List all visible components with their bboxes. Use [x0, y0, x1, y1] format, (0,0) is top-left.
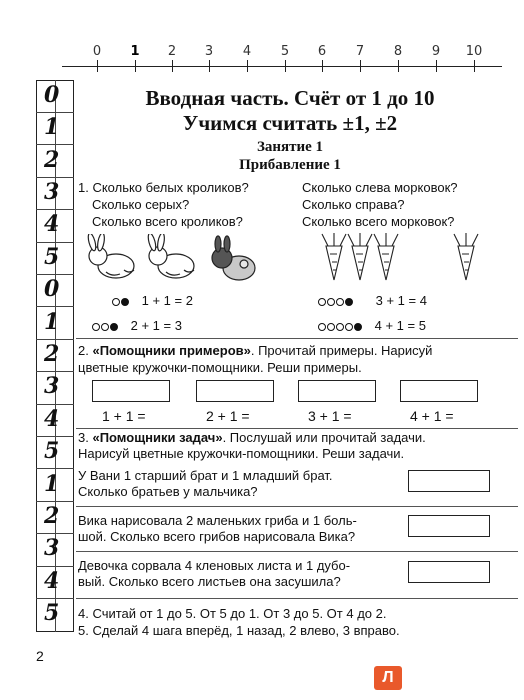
dot-helpers: [318, 318, 363, 333]
lesson-topic: Прибавление 1: [239, 157, 341, 173]
copybook-digit: 2: [44, 503, 60, 529]
word-problem-line: вый. Сколько всего листьев она засушила?: [78, 574, 341, 589]
copybook-digit: 3: [44, 373, 60, 399]
copybook-line: [36, 339, 74, 340]
equation-text: 1 + 1 = 2: [141, 293, 193, 308]
word-problem-line: У Вани 1 старший брат и 1 младший брат.: [78, 468, 333, 483]
copybook-digit: 3: [44, 179, 60, 205]
task-text: . Прочитай примеры. Нарисуй: [250, 343, 433, 358]
copybook-line: [36, 306, 74, 307]
copybook-line: [36, 144, 74, 145]
task1-question: 1. Сколько белых кроликов?: [78, 180, 249, 195]
ruler-number: 4: [242, 44, 252, 59]
copybook-line: [36, 533, 74, 534]
ruler-number: 9: [431, 44, 441, 59]
word-problem-line: Сколько братьев у мальчика?: [78, 484, 258, 499]
ruler-tick: [322, 60, 323, 72]
copybook-line: [36, 566, 74, 567]
dot-equation: [92, 318, 182, 334]
ruler-tick: [135, 60, 136, 72]
ruler-tick: [285, 60, 286, 72]
dot-helpers: [318, 293, 354, 308]
ruler-tick: [360, 60, 361, 72]
carrot-icon: [348, 233, 372, 280]
copybook-line: [36, 177, 74, 178]
ruler-tick: [474, 60, 475, 72]
ruler-tick: [398, 60, 399, 72]
copybook-digit: 4: [44, 211, 60, 237]
task1-question: Сколько слева морковок?: [302, 180, 458, 195]
equation-text: 3 + 1 = 4: [375, 293, 427, 308]
section-divider: [76, 428, 518, 429]
example-text: 4 + 1 =: [410, 408, 454, 424]
copybook-line: [36, 436, 74, 437]
copybook-digit: 1: [44, 471, 60, 497]
ruler-number: 2: [167, 44, 177, 59]
answer-box[interactable]: [408, 515, 490, 537]
copybook-line: [36, 501, 74, 502]
task1-question: Сколько серых?: [92, 197, 190, 212]
equation-text: 4 + 1 = 5: [374, 318, 426, 333]
example-text: 2 + 1 =: [206, 408, 250, 424]
word-problem-line: шой. Сколько всего грибов нарисовала Вика?: [78, 529, 356, 544]
carrots-illustration: [314, 232, 494, 284]
example-text: 3 + 1 =: [308, 408, 352, 424]
copybook-digit: 5: [44, 244, 60, 270]
copybook-digit: 2: [44, 341, 60, 367]
dot-helpers: [112, 293, 130, 308]
ruler-tick: [436, 60, 437, 72]
copybook-digit: 4: [44, 568, 60, 594]
page-number: 2: [36, 648, 44, 664]
example-text: 1 + 1 =: [102, 408, 146, 424]
task3-instruction: [78, 430, 426, 446]
dot-equation: [318, 293, 427, 309]
copybook-digit: 5: [44, 438, 60, 464]
word-problem-line: Девочка сорвала 4 кленовых листа и 1 дубо-: [78, 558, 351, 573]
copybook-line: [36, 242, 74, 243]
task2-instruction-line2: цветные кружочки-помощники. Реши примеры.: [78, 360, 362, 375]
copybook-digit: 0: [44, 82, 60, 108]
copybook-line: [36, 371, 74, 372]
ruler-number: 8: [393, 44, 403, 59]
answer-box[interactable]: [408, 561, 490, 583]
dot-helpers: [92, 318, 119, 333]
carrot-icon: [454, 233, 478, 280]
ruler-number: 6: [317, 44, 327, 59]
copybook-digit: 1: [44, 309, 60, 335]
carrot-icon: [374, 233, 398, 280]
ruler-tick: [247, 60, 248, 72]
task-title: «Помощники задач»: [92, 430, 223, 445]
copybook-digit: 4: [44, 406, 60, 432]
ruler-number: 0: [92, 44, 102, 59]
section-divider: [76, 338, 518, 339]
ruler-tick: [97, 60, 98, 72]
copybook-line: [36, 209, 74, 210]
equation-text: 2 + 1 = 3: [130, 318, 182, 333]
task1-question: Сколько справа?: [302, 197, 405, 212]
task1-question: Сколько всего кроликов?: [92, 214, 243, 229]
ruler-number: 3: [204, 44, 214, 59]
copybook-line: [36, 404, 74, 405]
ruler-number: 7: [355, 44, 365, 59]
copybook-line: [36, 112, 74, 113]
task3-instruction-line2: Нарисуй цветные кружочки-помощники. Реши задачи.: [78, 446, 405, 461]
task-number: 3.: [78, 430, 93, 445]
ruler-number: 1: [130, 44, 140, 59]
lesson-number: Занятие 1: [256, 139, 324, 155]
carrot-icon: [322, 233, 346, 280]
task5-text: 5. Сделай 4 шага вперёд, 1 назад, 2 влево, 3 вправо.: [78, 623, 400, 638]
answer-box[interactable]: [400, 380, 478, 402]
copybook-digit: 2: [44, 147, 60, 173]
dot-equation: [318, 318, 426, 334]
task-number: 2.: [78, 343, 93, 358]
copybook-line: [36, 274, 74, 275]
answer-box[interactable]: [196, 380, 274, 402]
answer-box[interactable]: [298, 380, 376, 402]
rabbits-illustration: [84, 234, 264, 284]
answer-box[interactable]: [408, 470, 490, 492]
answer-box[interactable]: [92, 380, 170, 402]
copybook-line: [36, 598, 74, 599]
white-rabbit-icon: [87, 234, 134, 278]
copybook-digit: 3: [44, 535, 60, 561]
lesson-goal-title: Учимся считать ±1, ±2: [182, 111, 398, 135]
ruler-number: 10: [465, 44, 483, 59]
task4-text: 4. Считай от 1 до 5. От 5 до 1. От 3 до 5. От 4 до 2.: [78, 606, 387, 621]
ruler-tick: [209, 60, 210, 72]
ruler-tick: [172, 60, 173, 72]
word-problem-line: Вика нарисовала 2 маленьких гриба и 1 боль-: [78, 513, 357, 528]
section-divider: [76, 598, 518, 599]
task1-question: Сколько всего морковок?: [302, 214, 455, 229]
section-divider: [76, 551, 518, 552]
copybook-digit: 5: [44, 600, 60, 626]
dot-equation: [112, 293, 193, 309]
task-title: «Помощники примеров»: [92, 343, 251, 358]
copybook-line: [36, 468, 74, 469]
section-title: Вводная часть. Счёт от 1 до 10: [145, 86, 435, 110]
publisher-logo: [374, 666, 402, 690]
ruler-number: 5: [280, 44, 290, 59]
section-divider: [76, 506, 518, 507]
grey-rabbit-icon: [212, 236, 255, 280]
task2-instruction: [78, 343, 432, 359]
copybook-digit: 1: [44, 114, 60, 140]
task-text: . Послушай или прочитай задачи.: [222, 430, 426, 445]
white-rabbit-icon: [147, 234, 194, 278]
copybook-digit: 0: [44, 276, 60, 302]
logo-letter: Л: [382, 669, 394, 686]
